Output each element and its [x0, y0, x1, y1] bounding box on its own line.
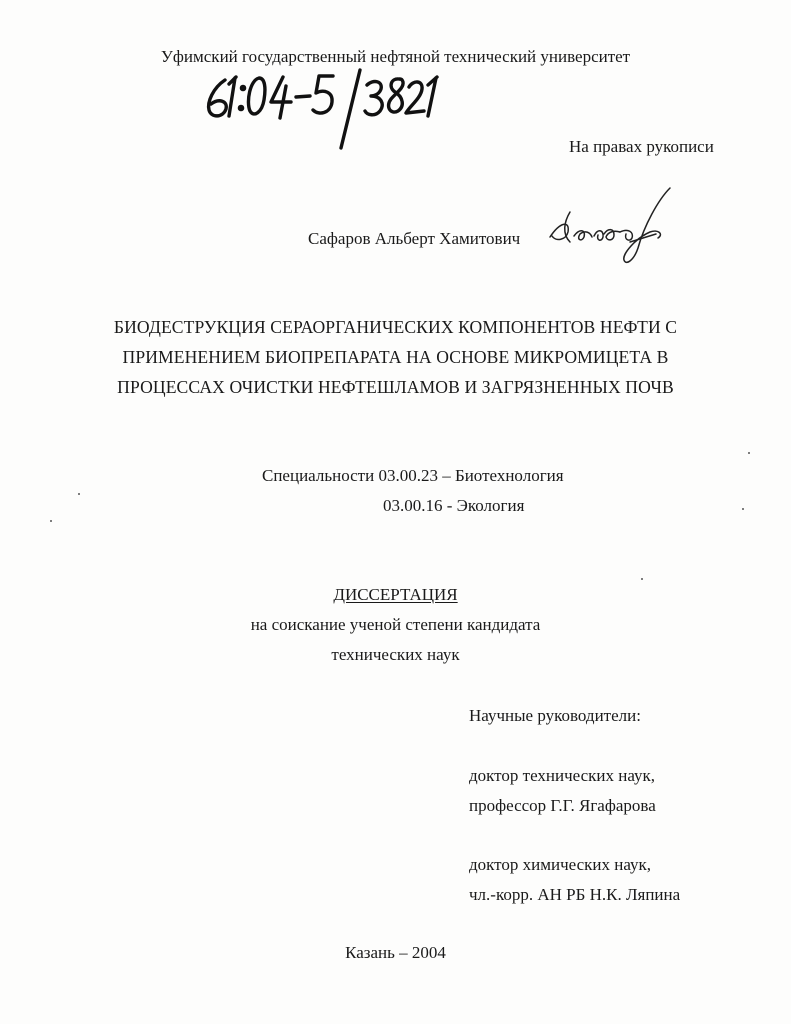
- degree-field: технических наук: [331, 645, 460, 664]
- city-and-year: Казань – 2004: [345, 943, 446, 962]
- scan-speck: [742, 508, 744, 510]
- scan-speck: [50, 520, 52, 522]
- dissertation-title-line-1: БИОДЕСТРУКЦИЯ СЕРАОРГАНИЧЕСКИХ КОМПОНЕНТОВ НЕФТИ С: [113, 317, 678, 337]
- scan-speck: [78, 493, 80, 495]
- supervisors-heading: Научные руководители:: [469, 706, 641, 725]
- dissertation-title-line-3: ПРОЦЕССАХ ОЧИСТКИ НЕФТЕШЛАМОВ И ЗАГРЯЗНЕННЫХ ПОЧВ: [117, 377, 674, 397]
- dissertation-title-line-2: ПРИМЕНЕНИЕМ БИОПРЕПАРАТА НА ОСНОВЕ МИКРОМИЦЕТА В: [122, 347, 669, 367]
- scan-speck: [641, 578, 643, 580]
- university-name: Уфимский государственный нефтяной технический университет: [160, 47, 631, 66]
- supervisor-1-degree: доктор технических наук,: [469, 766, 656, 785]
- specialty-line-2: 03.00.16 - Экология: [383, 496, 525, 515]
- author-name: Сафаров Альберт Хамитович: [308, 229, 521, 248]
- rights-note: На правах рукописи: [569, 137, 714, 156]
- scan-speck: [748, 452, 750, 454]
- degree-purpose: на соискание ученой степени кандидата: [250, 615, 541, 634]
- supervisor-2-degree: доктор химических наук,: [469, 855, 652, 874]
- supervisor-2-name: чл.-корр. АН РБ Н.К. Ляпина: [469, 885, 681, 904]
- archive-number-handwritten: [195, 66, 455, 152]
- supervisor-1-name: профессор Г.Г. Ягафарова: [469, 796, 656, 815]
- document-type-heading: ДИССЕРТАЦИЯ: [333, 585, 458, 604]
- specialty-line-1: Специальности 03.00.23 – Биотехнология: [262, 466, 564, 485]
- author-signature: [540, 182, 680, 272]
